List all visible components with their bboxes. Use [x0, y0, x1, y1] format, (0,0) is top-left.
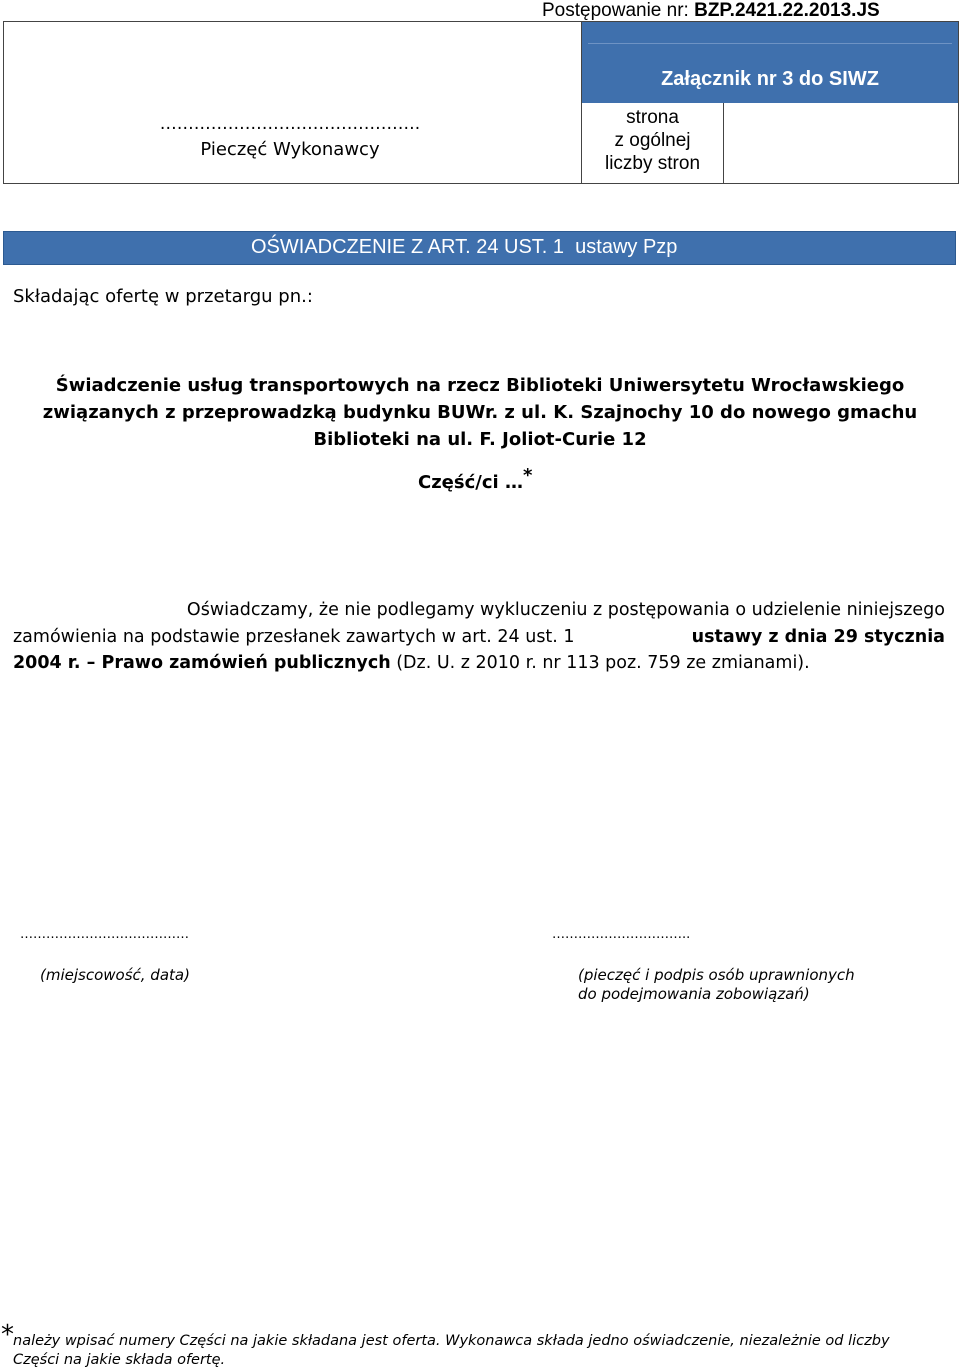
- statement-paragraph: [13, 597, 945, 677]
- tender-title-line-1: Świadczenie usług transportowych na rzecz Biblioteki Uniwersytetu Wrocławskiego: [55, 375, 905, 396]
- paragraph-line-2: [13, 624, 945, 651]
- footnote-line-2: Części na jakie składa ofertę.: [13, 1352, 226, 1368]
- part-line: [418, 465, 532, 494]
- header-divider-vertical-small: [723, 103, 724, 184]
- place-date-dots: …………………………………: [20, 927, 189, 942]
- paragraph-line-2-text: zamówienia na podstawie przesłanek zawartych w art. 24 ust. 1: [13, 626, 575, 647]
- proceeding-number-line: [542, 0, 880, 22]
- signature-dots: …………………………..: [552, 927, 691, 942]
- paragraph-line-1-text: Oświadczamy, że nie podlegamy wykluczeniu z postępowania o udzielenie niniejszego: [186, 600, 945, 620]
- footnote-line-1: należy wpisać numery Części na jakie składana jest oferta. Wykonawca składa jedno oświadczenie, niezależnie od liczby: [13, 1333, 890, 1349]
- page-count-label: [582, 106, 723, 175]
- page-label-line-1: strona: [626, 107, 679, 128]
- intro-text: Składając ofertę w przetargu pn.:: [13, 286, 313, 307]
- part-label: Część/ci …: [418, 472, 523, 493]
- stamp-dots: ……………………………………….: [159, 114, 421, 134]
- footnote-star: *: [1, 1320, 14, 1350]
- signature-label-line-2: do podejmowania zobowiązań): [578, 985, 810, 1003]
- proceeding-label: Postępowanie nr:: [542, 0, 689, 21]
- signature-label-line-1: (pieczęć i podpis osób uprawnionych: [578, 966, 855, 984]
- signature-label: [578, 966, 855, 1004]
- paragraph-line-1: [13, 597, 945, 624]
- page-label-line-3: liczby stron: [604, 153, 701, 174]
- proceeding-number: BZP.2421.22.2013.JS: [694, 0, 880, 21]
- paragraph-line-3-bold: 2004 r. – Prawo zamówień publicznych: [13, 653, 391, 673]
- paragraph-line-3-text: (Dz. U. z 2010 r. nr 113 poz. 759 ze zmianami).: [390, 653, 810, 673]
- place-date-label: (miejscowość, data): [40, 966, 190, 984]
- tender-title: [0, 372, 960, 453]
- tender-title-line-2: związanych z przeprowadzką budynku BUWr. z ul. K. Szajnochy 10 do nowego gmachu: [42, 402, 918, 423]
- page-label-line-2: z ogólnej: [614, 130, 691, 151]
- annex-banner-line: [588, 43, 952, 44]
- tender-title-line-3: Biblioteki na ul. F. Joliot-Curie 12: [313, 429, 647, 450]
- annex-title: Załącznik nr 3 do SIWZ: [661, 68, 879, 90]
- paragraph-line-2-bold: ustawy z dnia 29 stycznia: [691, 626, 945, 647]
- statement-banner-title: OŚWIADCZENIE Z ART. 24 UST. 1 ustawy Pzp: [251, 236, 678, 258]
- stamp-label: Pieczęć Wykonawcy: [200, 139, 380, 160]
- paragraph-line-3: [13, 650, 945, 677]
- part-star: *: [522, 465, 533, 486]
